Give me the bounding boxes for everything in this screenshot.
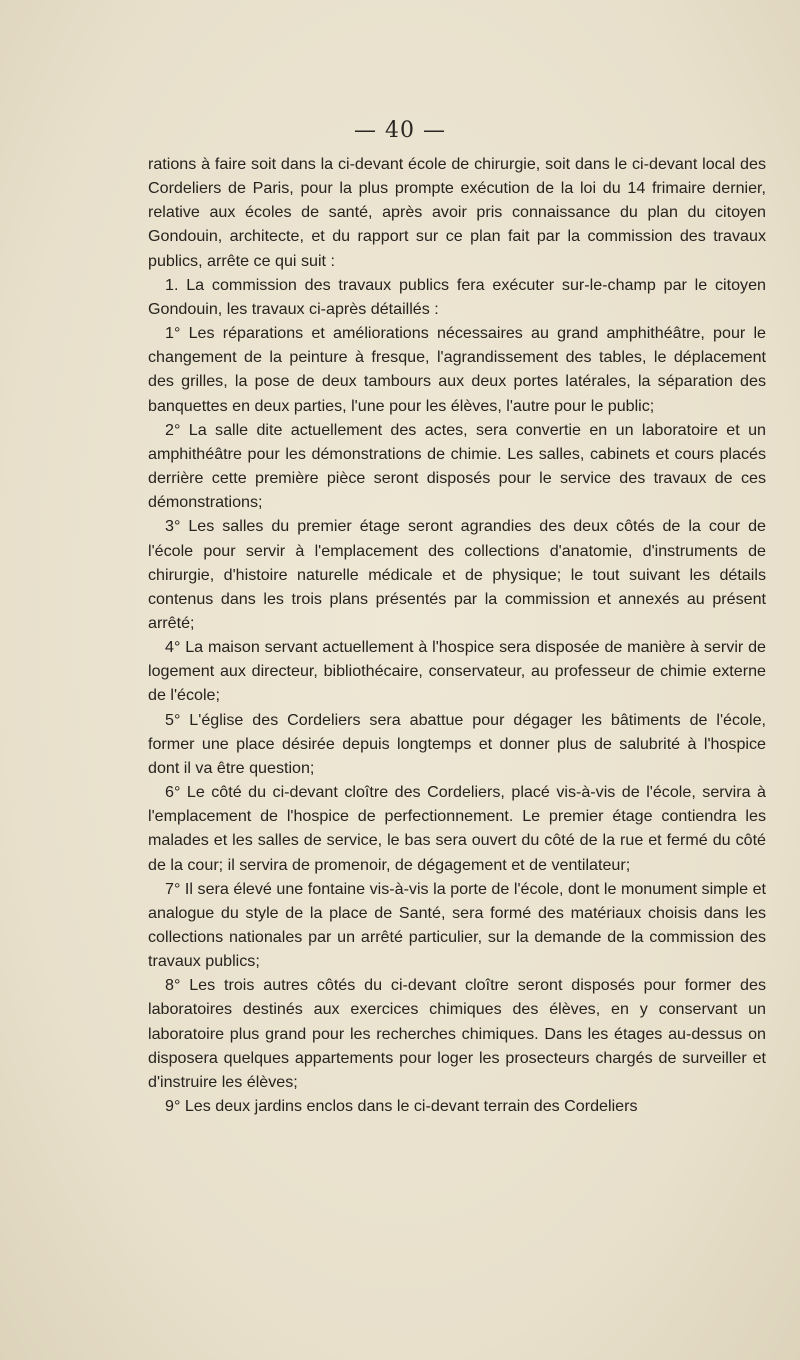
- item-5: 5° L'église des Cordeliers sera abattue pour dégager les bâtiments de l'école, former une place désirée depuis longtemps et donner plus de salubrité à l'hospice dont il va être question;: [148, 710, 766, 777]
- article-1: 1. La commission des travaux publics fera exécuter sur-le-champ par le citoyen Gondouin, les travaux ci-après détaillés :: [148, 275, 766, 318]
- item-8: 8° Les trois autres côtés du ci-devant cloître seront disposés pour former des laboratoires destinés aux exercices chimiques des élèves, en y conservant un laboratoire plus grand pour les recherches chimiques. Dans les étages au-dessus on disposera quelques appartements pour loger les prosecteurs chargés de surveiller et d'instruire les élèves;: [148, 976, 766, 1091]
- body-text: [148, 152, 766, 1118]
- item-2: 2° La salle dite actuellement des actes, sera convertie en un laboratoire et un amphithéâtre pour les démonstrations de chimie. Les salles, cabinets et cours placés derrière cette première pièce seront disposés pour le service des travaux de ces démonstrations;: [148, 420, 766, 512]
- item-1: 1° Les réparations et améliorations nécessaires au grand amphithéâtre, pour le changement de la peinture à fresque, l'agrandissement des tables, le déplacement des grilles, la pose de deux tambours aux deux portes latérales, la séparation des banquettes en deux parties, l'une pour les élèves, l'autre pour le public;: [148, 324, 766, 415]
- item-3: 3° Les salles du premier étage seront agrandies des deux côtés de la cour de l'école pour servir à l'emplacement des collections d'anatomie, d'instruments de chirurgie, d'histoire naturelle médicale et de physique; le tout suivant les détails contenus dans les trois plans présentés par la commission et annexés au présent arrêté;: [148, 517, 766, 632]
- item-4: 4° La maison servant actuellement à l'hospice sera disposée de manière à servir de logement aux directeur, bibliothécaire, conservateur, au professeur de chimie externe de l'école;: [148, 638, 766, 705]
- item-9: 9° Les deux jardins enclos dans le ci-devant terrain des Cordeliers: [165, 1097, 638, 1116]
- item-6: 6° Le côté du ci-devant cloître des Cordeliers, placé vis-à-vis de l'école, servira à l'emplacement de l'hospice de perfectionnement. Le premier étage contiendra les malades et les salles de service, le bas sera ouvert du côté de la rue et fermé du côté de la cour; il servira de promenoir, de dégagement et de ventilateur;: [148, 783, 766, 874]
- page-number: — 40 —: [354, 118, 446, 143]
- paragraph-continuation: rations à faire soit dans la ci-devant école de chirurgie, soit dans le ci-devant local des Cordeliers de Paris, pour la plus prompte exécution de la loi du 14 frimaire dernier, relative aux écoles de santé, après avoir pris connaissance du plan du citoyen Gondouin, architecte, et du rapport sur ce plan fait par la commission des travaux publics, arrête ce qui suit :: [148, 155, 766, 270]
- item-7: 7° Il sera élevé une fontaine vis-à-vis la porte de l'école, dont le monument simple et analogue du style de la place de Santé, sera formé des matériaux choisis dans les collections nationales par un arrêté particulier, sur la demande de la commission des travaux publics;: [148, 879, 766, 971]
